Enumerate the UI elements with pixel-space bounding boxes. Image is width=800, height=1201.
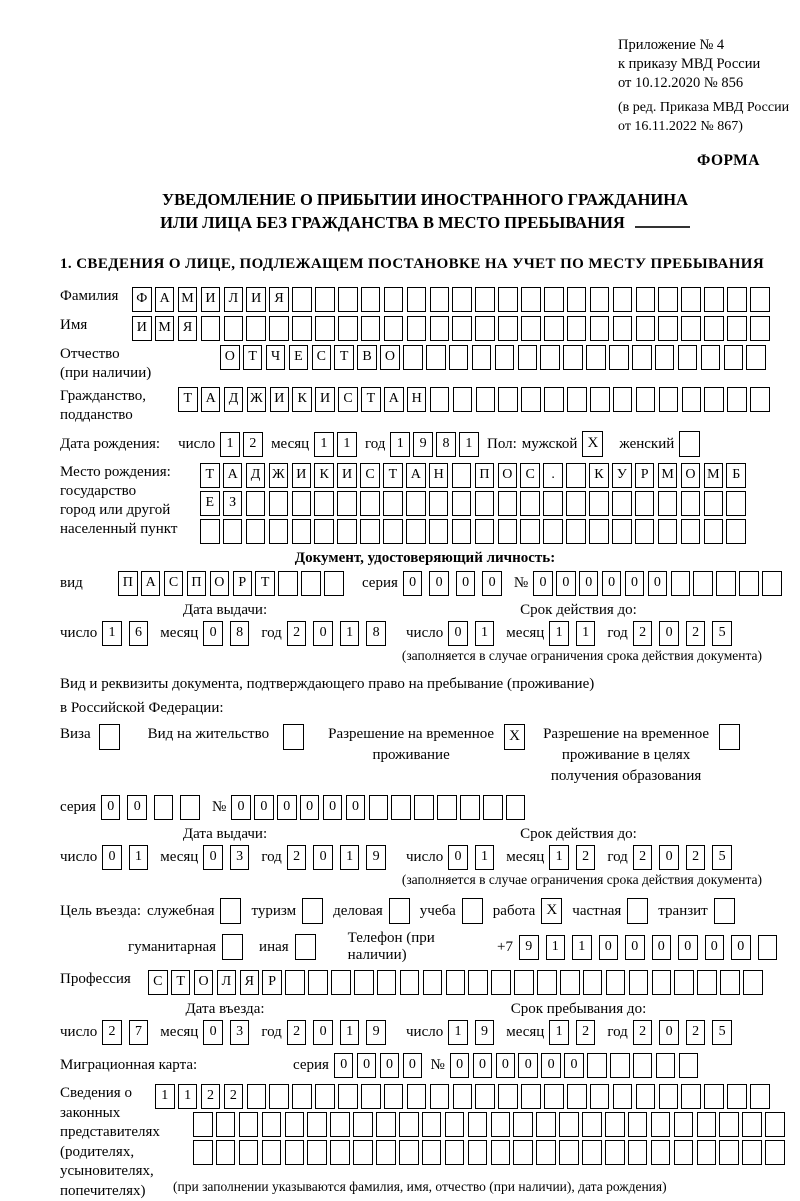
option-temp-residence: Разрешение на временное проживание X (328, 724, 525, 787)
surname-label: Фамилия (60, 288, 119, 304)
migration-card-label: Миграционная карта: (60, 1057, 198, 1073)
doc-expiry-month[interactable]: 1 1 (549, 621, 602, 646)
representatives-footnote: (при заполнении указываются фамилия, имя, отчество (при наличии), дата рождения) (173, 1179, 667, 1194)
entry-year[interactable]: 2 0 1 9 (287, 1020, 393, 1045)
appendix-line: к приказу МВД России (618, 56, 761, 72)
representatives-row2-cells[interactable] (193, 1112, 788, 1137)
sex-label: Пол: (487, 435, 517, 452)
birthplace-label: Место рождения: государство город или другой населенный пункт (60, 464, 178, 537)
representatives-label: Сведения о законных представителях (родителях, усыновителях, попечителях) (60, 1085, 160, 1199)
temp-residence-checkbox[interactable]: X (504, 724, 525, 750)
doc-expiry-day[interactable]: 0 1 (448, 621, 501, 646)
purpose-humanitarian-checkbox[interactable] (222, 934, 243, 960)
stay-until-year[interactable]: 2 0 2 5 (633, 1020, 739, 1045)
rvp-expiry-day[interactable]: 0 1 (448, 845, 501, 870)
doc-kind-label: вид (60, 575, 83, 591)
purpose-work-checkbox[interactable]: X (541, 898, 562, 924)
patronymic-label: Отчество (при наличии) (60, 346, 152, 381)
sex-female-checkbox[interactable] (679, 431, 700, 457)
temp-residence-education-checkbox[interactable] (719, 724, 740, 750)
purpose-business-label: деловая (333, 902, 383, 919)
purpose-official-label: служебная (146, 902, 215, 919)
doc-expiry-footnote: (заполняется в случае ограничения срока действия документа) (401, 648, 762, 663)
doc-issue-month[interactable]: 0 8 (203, 621, 256, 646)
firstname-label: Имя (60, 317, 88, 333)
title-blank-line (635, 212, 690, 228)
doc-expiry-title: Срок действия до: (520, 602, 637, 618)
rvp-expiry-footnote: (заполняется в случае ограничения срока действия документа) (401, 872, 762, 887)
entry-month[interactable]: 0 3 (203, 1020, 256, 1045)
section1-heading: 1. СВЕДЕНИЯ О ЛИЦЕ, ПОДЛЕЖАЩЕМ ПОСТАНОВКЕ НА УЧЕТ ПО МЕСТУ ПРЕБЫВАНИЯ (60, 256, 765, 272)
purpose-official-checkbox[interactable] (220, 898, 241, 924)
doc-number-cells[interactable]: 0 0 0 0 0 0 (533, 571, 785, 596)
birthplace-row1-cells[interactable]: Т А Д Ж И К И С Т А Н П О С . К У Р М О М Б (200, 463, 749, 488)
phone-cells[interactable]: 9 1 1 0 0 0 0 0 0 (519, 935, 784, 960)
rvp-expiry-year[interactable]: 2 0 2 5 (633, 845, 739, 870)
sex-male-label: мужской (521, 435, 578, 452)
option-temp-residence-education: Разрешение на временное проживание в целях получения образования (543, 724, 740, 787)
appendix-line: от 10.12.2020 № 856 (618, 75, 744, 91)
birth-month-cells[interactable]: 1 1 (314, 432, 360, 457)
residence-doc-intro: Вид и реквизиты документа, подтверждающего право на пребывание (проживание) в Российской Федерации: (60, 676, 595, 716)
purpose-transit-checkbox[interactable] (714, 898, 735, 924)
birthplace-row3-cells[interactable] (200, 519, 749, 544)
form-label: ФОРМА (696, 152, 760, 169)
appendix-line: Приложение № 4 (618, 37, 725, 53)
representatives-row1-cells[interactable]: 1 1 2 2 (155, 1084, 788, 1109)
stay-until-title: Срок пребывания до: (510, 1001, 647, 1017)
identity-doc-heading: Документ, удостоверяющий личность: (294, 550, 556, 566)
option-visa: Виза (60, 724, 120, 787)
birth-day-cells[interactable]: 1 2 (220, 432, 266, 457)
entry-date-title: Дата въезда: (185, 1001, 265, 1017)
purpose-humanitarian-label: гуманитарная (128, 938, 217, 955)
birth-year-label: год (364, 435, 386, 452)
birth-month-label: месяц (271, 435, 310, 452)
rvp-expiry-title: Срок действия до: (520, 826, 637, 842)
firstname-cells[interactable]: И М Я (132, 316, 773, 341)
doc-number-label: № (513, 575, 529, 591)
residence-permit-checkbox[interactable] (283, 724, 304, 750)
rvp-expiry-month[interactable]: 1 2 (549, 845, 602, 870)
birthdate-label: Дата рождения: (60, 435, 161, 452)
purpose-business-checkbox[interactable] (389, 898, 410, 924)
migration-number-cells[interactable]: 0 0 0 0 0 0 (450, 1053, 702, 1078)
representatives-row3-cells[interactable] (193, 1140, 788, 1165)
doc-series-label: серия (361, 575, 398, 591)
appendix-reference (618, 36, 790, 93)
rvp-series-label: серия (60, 799, 96, 815)
phone-prefix: +7 (497, 938, 513, 955)
revision-line: (в ред. Приказа МВД России (618, 100, 790, 115)
doc-series-cells[interactable]: 0 0 0 0 (403, 571, 509, 596)
purpose-other-checkbox[interactable] (295, 934, 316, 960)
purpose-study-checkbox[interactable] (462, 898, 483, 924)
birth-day-label: число (178, 435, 216, 452)
phone-label: Телефон (при наличии) (347, 930, 435, 963)
purpose-work-label: работа (492, 902, 536, 919)
birth-year-cells[interactable]: 1 9 8 1 (390, 432, 482, 457)
citizenship-label: Гражданство, подданство (60, 388, 147, 423)
rvp-number-cells[interactable]: 0 0 0 0 0 0 (231, 795, 529, 820)
form-title (60, 188, 790, 234)
migration-number-label: № (430, 1057, 445, 1073)
birthplace-row2-cells[interactable]: Е З (200, 491, 749, 516)
rvp-number-label: № (211, 799, 227, 815)
revision-line: от 16.11.2022 № 867) (618, 119, 743, 134)
doc-expiry-year[interactable]: 2 0 2 5 (633, 621, 739, 646)
visa-checkbox[interactable] (99, 724, 120, 750)
profession-cells[interactable]: С Т О Л Я Р (148, 970, 766, 995)
doc-issue-title: Дата выдачи: (182, 602, 268, 618)
revision-reference (618, 98, 790, 136)
purpose-private-checkbox[interactable] (627, 898, 648, 924)
purpose-study-label: учеба (419, 902, 456, 919)
rvp-issue-month[interactable]: 0 3 (203, 845, 256, 870)
doc-issue-day[interactable]: 1 6 (102, 621, 155, 646)
stay-until-day[interactable]: 1 9 (448, 1020, 501, 1045)
doc-issue-year[interactable]: 2 0 1 8 (287, 621, 393, 646)
option-residence-permit: Вид на жительство (148, 724, 304, 787)
sex-male-checkbox[interactable]: X (582, 431, 603, 457)
profession-label: Профессия (60, 971, 131, 987)
purpose-tourism-label: туризм (251, 902, 297, 919)
rvp-series-cells[interactable]: 0 0 (101, 795, 207, 820)
entry-day[interactable]: 2 7 (102, 1020, 155, 1045)
purpose-private-label: частная (572, 902, 622, 919)
migration-series-label: серия (293, 1057, 329, 1073)
form-title-line1: УВЕДОМЛЕНИЕ О ПРИБЫТИИ ИНОСТРАННОГО ГРАЖДАНИНА (161, 190, 689, 209)
rvp-issue-day[interactable]: 0 1 (102, 845, 155, 870)
rvp-issue-year[interactable]: 2 0 1 9 (287, 845, 393, 870)
stay-until-month[interactable]: 1 2 (549, 1020, 602, 1045)
purpose-tourism-checkbox[interactable] (302, 898, 323, 924)
purpose-transit-label: транзит (658, 902, 708, 919)
purpose-other-label: иная (259, 938, 289, 955)
rvp-issue-title: Дата выдачи: (182, 826, 268, 842)
surname-cells[interactable]: Ф А М И Л И Я (132, 287, 773, 312)
arrival-notification-form: Приложение № 4 к приказу МВД России от 10.12.2020 № 856 (в ред. Приказа МВД России от 16.11.2022 № 867) ФОРМА УВЕДОМЛЕНИЕ О ПРИБЫТИИ ИНОСТРАННОГО ГРАЖДАНИНА ИЛИ ЛИЦА БЕЗ ГРАЖДАНСТВА В МЕСТО ПРЕБЫВАНИЯ 1. СВЕДЕНИЯ О ЛИЦЕ, ПОДЛЕЖАЩЕМ ПОСТАНОВКЕ НА УЧЕТ ПО МЕСТУ ПРЕБЫВАНИЯ Фамилия Ф А М И Л И Я Имя И М Я Отчество (при наличии) О Т Ч Е С Т В О Гражданство, подданство Т А Д Ж И К И С Т А Н Дата рождения: число 1 2 месяц 1 1 год 1 9 8 1 Пол: мужской X женский Место рождения: государство город или другой населенный пункт Т А Д Ж И К И С Т А Н П О С . К У Р М О М Б Е З Документ, удостоверяющий личность: вид П А С П О Р Т серия 0 0 0 0 № 0 0 0 0 0 0 Дата выдачи: число 1 6 месяц 0 8 год 2 0 1 8 Срок действия до: число 0 1 месяц 1 1 год 2 0 2 5 (заполняется в случае ограничения срока действия документа) Вид и реквизиты документа, подтверждающего право на пребывание (проживание) в Российской Федерации: Виза Вид на жительство Разрешение на временное проживание X Разрешение на временное проживание в целях получения образования серия 0 0 № 0 0 0 0 0 0 Дата выдачи: число 0 1 месяц 0 3 год 2 0 1 9 Срок действия до: число 0 1 месяц 1 2 год 2 0 2 5 (заполняется в случае ограничения срока действия документа) Цель въезда: служебная туризм деловая учеба работа X частная транзит гуманитарная иная Телефон (при наличии) +7 9 1 1 0 0 0 0 0 0 Профессия С Т О Л Я Р Дата въезда: число 2 7 месяц 0 3 год 2 0 1 9 Срок пребывания до: число 1 9 месяц 1 2 год 2 0 2 5 Миграционная карта: серия 0 0 0 0 № 0 0 0 0 0 0 Сведения о законных представителях (родителях, усыновителях, попечителях) 1 1 2 2 (при заполнении указываются фамилия, имя, отчество (при наличии), дата рождения) (0, 0, 800, 1163)
purpose-label: Цель въезда: (60, 902, 141, 919)
form-title-line2: ИЛИ ЛИЦА БЕЗ ГРАЖДАНСТВА В МЕСТО ПРЕБЫВАНИЯ (60, 211, 790, 234)
migration-series-cells[interactable]: 0 0 0 0 (334, 1053, 426, 1078)
sex-female-label: женский (619, 435, 675, 452)
patronymic-cells[interactable]: О Т Ч Е С Т В О (220, 345, 769, 370)
doc-kind-cells[interactable]: П А С П О Р Т (118, 571, 347, 596)
citizenship-cells[interactable]: Т А Д Ж И К И С Т А Н (178, 387, 773, 412)
